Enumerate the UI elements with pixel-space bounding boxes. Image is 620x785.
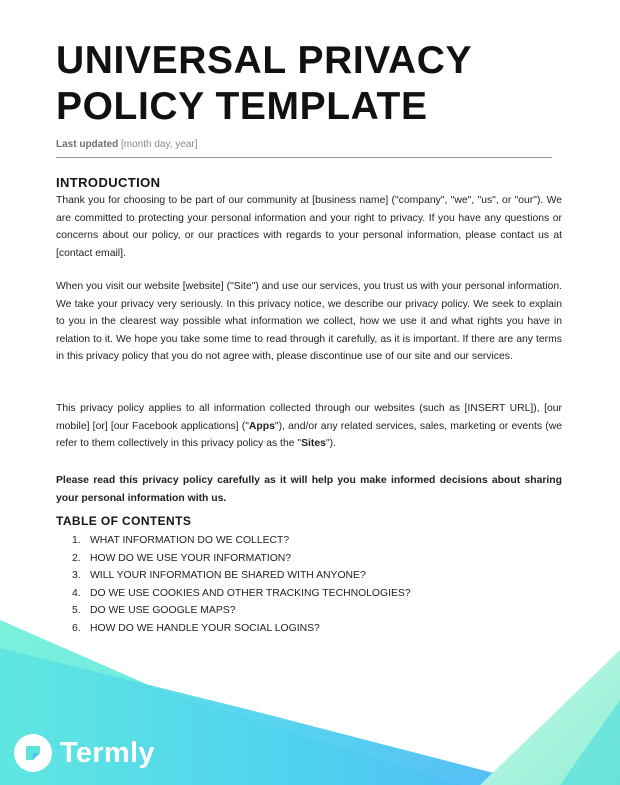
title-line-2: POLICY TEMPLATE: [56, 85, 428, 128]
toc-item[interactable]: 5. DO WE USE GOOGLE MAPS?: [72, 605, 236, 617]
toc-heading: TABLE OF CONTENTS: [56, 514, 192, 528]
toc-item[interactable]: 6. HOW DO WE HANDLE YOUR SOCIAL LOGINS?: [72, 622, 320, 634]
termly-logo-icon: [14, 734, 52, 772]
intro-paragraph-4: Please read this privacy policy carefully as it will help you make informed decisions about sharing your personal information with us.: [56, 475, 562, 504]
document-title: [56, 38, 564, 130]
toc-item[interactable]: 3. WILL YOUR INFORMATION BE SHARED WITH ANYONE?: [72, 570, 366, 582]
toc-item[interactable]: 4. DO WE USE COOKIES AND OTHER TRACKING TECHNOLOGIES?: [72, 587, 411, 599]
para3-text-b: "), and/or any related services, sales, marketing or events (we refer to them collectively in this privacy policy as the ": [56, 420, 563, 450]
para3-text-c: ").: [325, 438, 336, 450]
toc-item[interactable]: 1. WHAT INFORMATION DO WE COLLECT?: [72, 535, 290, 546]
last-updated: [56, 139, 564, 150]
divider: [56, 157, 552, 158]
intro-paragraph-1: Thank you for choosing to be part of our community at [business name] ("company", "we", "us", or "our"). We are committed to protecting your personal information and your right to privacy. If you have any questions or concerns about our policy, or our practices with regards to your personal information, please contact us at [contact email].: [56, 195, 562, 259]
toc-item[interactable]: 2. HOW DO WE USE YOUR INFORMATION?: [72, 552, 292, 564]
intro-paragraph-2: When you visit our website [website] ("Site") and use our services, you trust us with your personal information. We take your privacy very seriously. In this privacy notice, we describe our privacy policy. We seek to explain to you in the clearest way possible what information we collect, how we use it and what rights you have in relation to it. We hope you take some time to read through it carefully, as it is important. If there are any terms in this privacy policy that you do not agree with, please discontinue use of our site and our services.: [56, 281, 562, 363]
para3-text-a: This privacy policy applies to all information collected through our websites (such as [INSERT URL]), [our mobile] [or] [our Facebook applications] (": [56, 403, 562, 432]
document: [56, 38, 564, 634]
apps-term: Apps: [248, 420, 275, 432]
title-line-1: UNIVERSAL PRIVACY: [56, 39, 473, 82]
sites-term: Sites: [301, 438, 326, 450]
last-updated-label: Last updated: [56, 139, 119, 150]
introduction-heading: INTRODUCTION: [56, 175, 161, 190]
brand-name: Termly: [60, 736, 155, 769]
last-updated-value: [month day, year]: [121, 139, 198, 150]
intro-paragraph-3: [56, 400, 562, 453]
termly-brand[interactable]: [14, 734, 155, 772]
